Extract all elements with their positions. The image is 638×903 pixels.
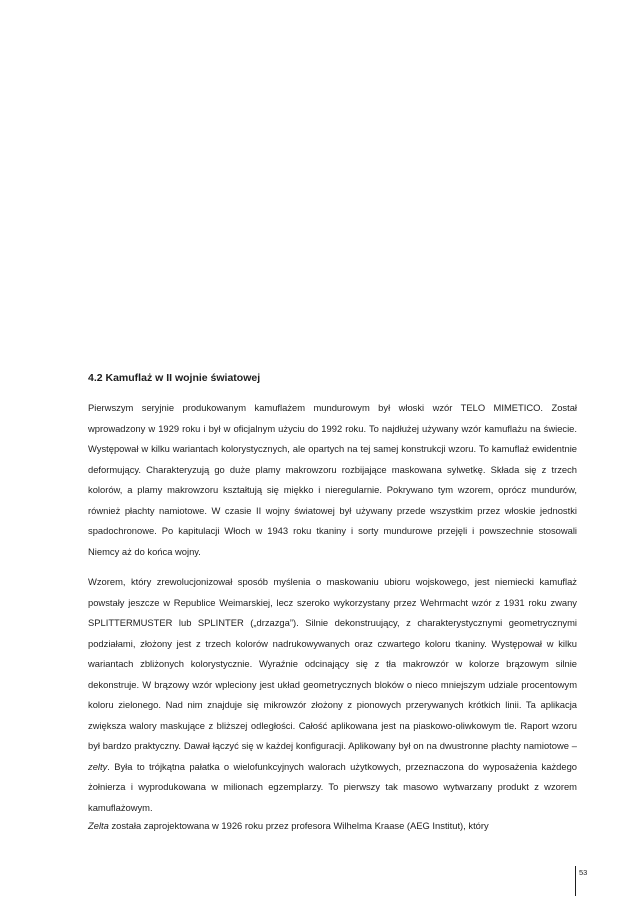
paragraph-zelta [88,816,577,837]
page-number-rule [575,866,576,896]
zelta-term: Zelta [88,820,109,831]
zelty-term: zelty [88,760,108,772]
section-heading: 4.2 Kamuflaż w II wojnie światowej [88,372,261,384]
paragraph-splittermuster-text: Wzorem, który zrewolucjonizował sposób myślenia o maskowaniu ubioru wojskowego, jest niemiecki kamuflaż powstały jeszcze w Republice Weimarskiej, lecz szeroko wykorzystany przez Wehrmacht wzór z 1931 roku zwany SPLITTERMUSTER lub SPLINTER („drzazga”). Silnie dekonstruujący, z charakterystycznymi geometrycznymi podziałami, złożony jest z trzech kolorów nadrukowywanych oraz czwartego koloru tkaniny. Występował w kilku wariantach zbliżonych kolorystycznie. Wyraźnie odcinający się z tła makrowzór w kolorze brązowym silnie dekonstruje. W brązowy wzór wpleciony jest układ geometrycznych bloków o nieco mniejszym udziale procentowym koloru zielonego. Nad nim znajduje się mikrowzór złożony z pionowych przerywanych krótkich linii. Ta aplikacja zwiększa walory maskujące z bliższej odległości. Całość aplikowana jest na piaskowo-oliwkowym tle. Raport wzoru był bardzo praktyczny. Dawał łączyć się w każdej konfiguracji. Aplikowany był on na dwustronne płachty namiotowe – [88,576,577,751]
page-number: 53 [579,868,588,877]
paragraph-zelta-text: została zaprojektowana w 1926 roku przez profesora Wilhelma Kraase (AEG Institut), który [111,820,489,831]
paragraph-splittermuster-continued: . Była to trójkątna pałatka o wielofunkcyjnych walorach użytkowych, przeznaczona do wyposażenia każdego żołnierza i wyprodukowana w milionach egzemplarzy. To pierwszy tak masowo wytwarzany produkt z wzorem kamuflażowym. [88,760,577,813]
paragraph-splittermuster [88,572,577,818]
paragraph-telo-mimetico: Pierwszym seryjnie produkowanym kamuflażem mundurowym był włoski wzór TELO MIMETICO. Został wprowadzony w 1929 roku i był w oficjalnym użyciu do 1992 roku. To najdłużej używany wzór kamuflażu na świecie. Występował w kilku wariantach kolorystycznych, ale opartych na tej samej konstrukcji wzoru. To kamuflaż ewidentnie deformujący. Charakteryzują go duże plamy makrowzoru rozbijające maskowana sylwetkę. Składa się z trzech kolorów, a plamy makrowzoru kształtują się miękko i nieregularnie. Pokrywano tym wzorem, oprócz mundurów, również płachty namiotowe. W czasie II wojny światowej był używany przede wszystkim przez włoskie jednostki spadochronowe. Po kapitulacji Włoch w 1943 roku tkaniny i sorty mundurowe przejęli i powszechnie stosowali Niemcy aż do końca wojny. [88,402,577,557]
